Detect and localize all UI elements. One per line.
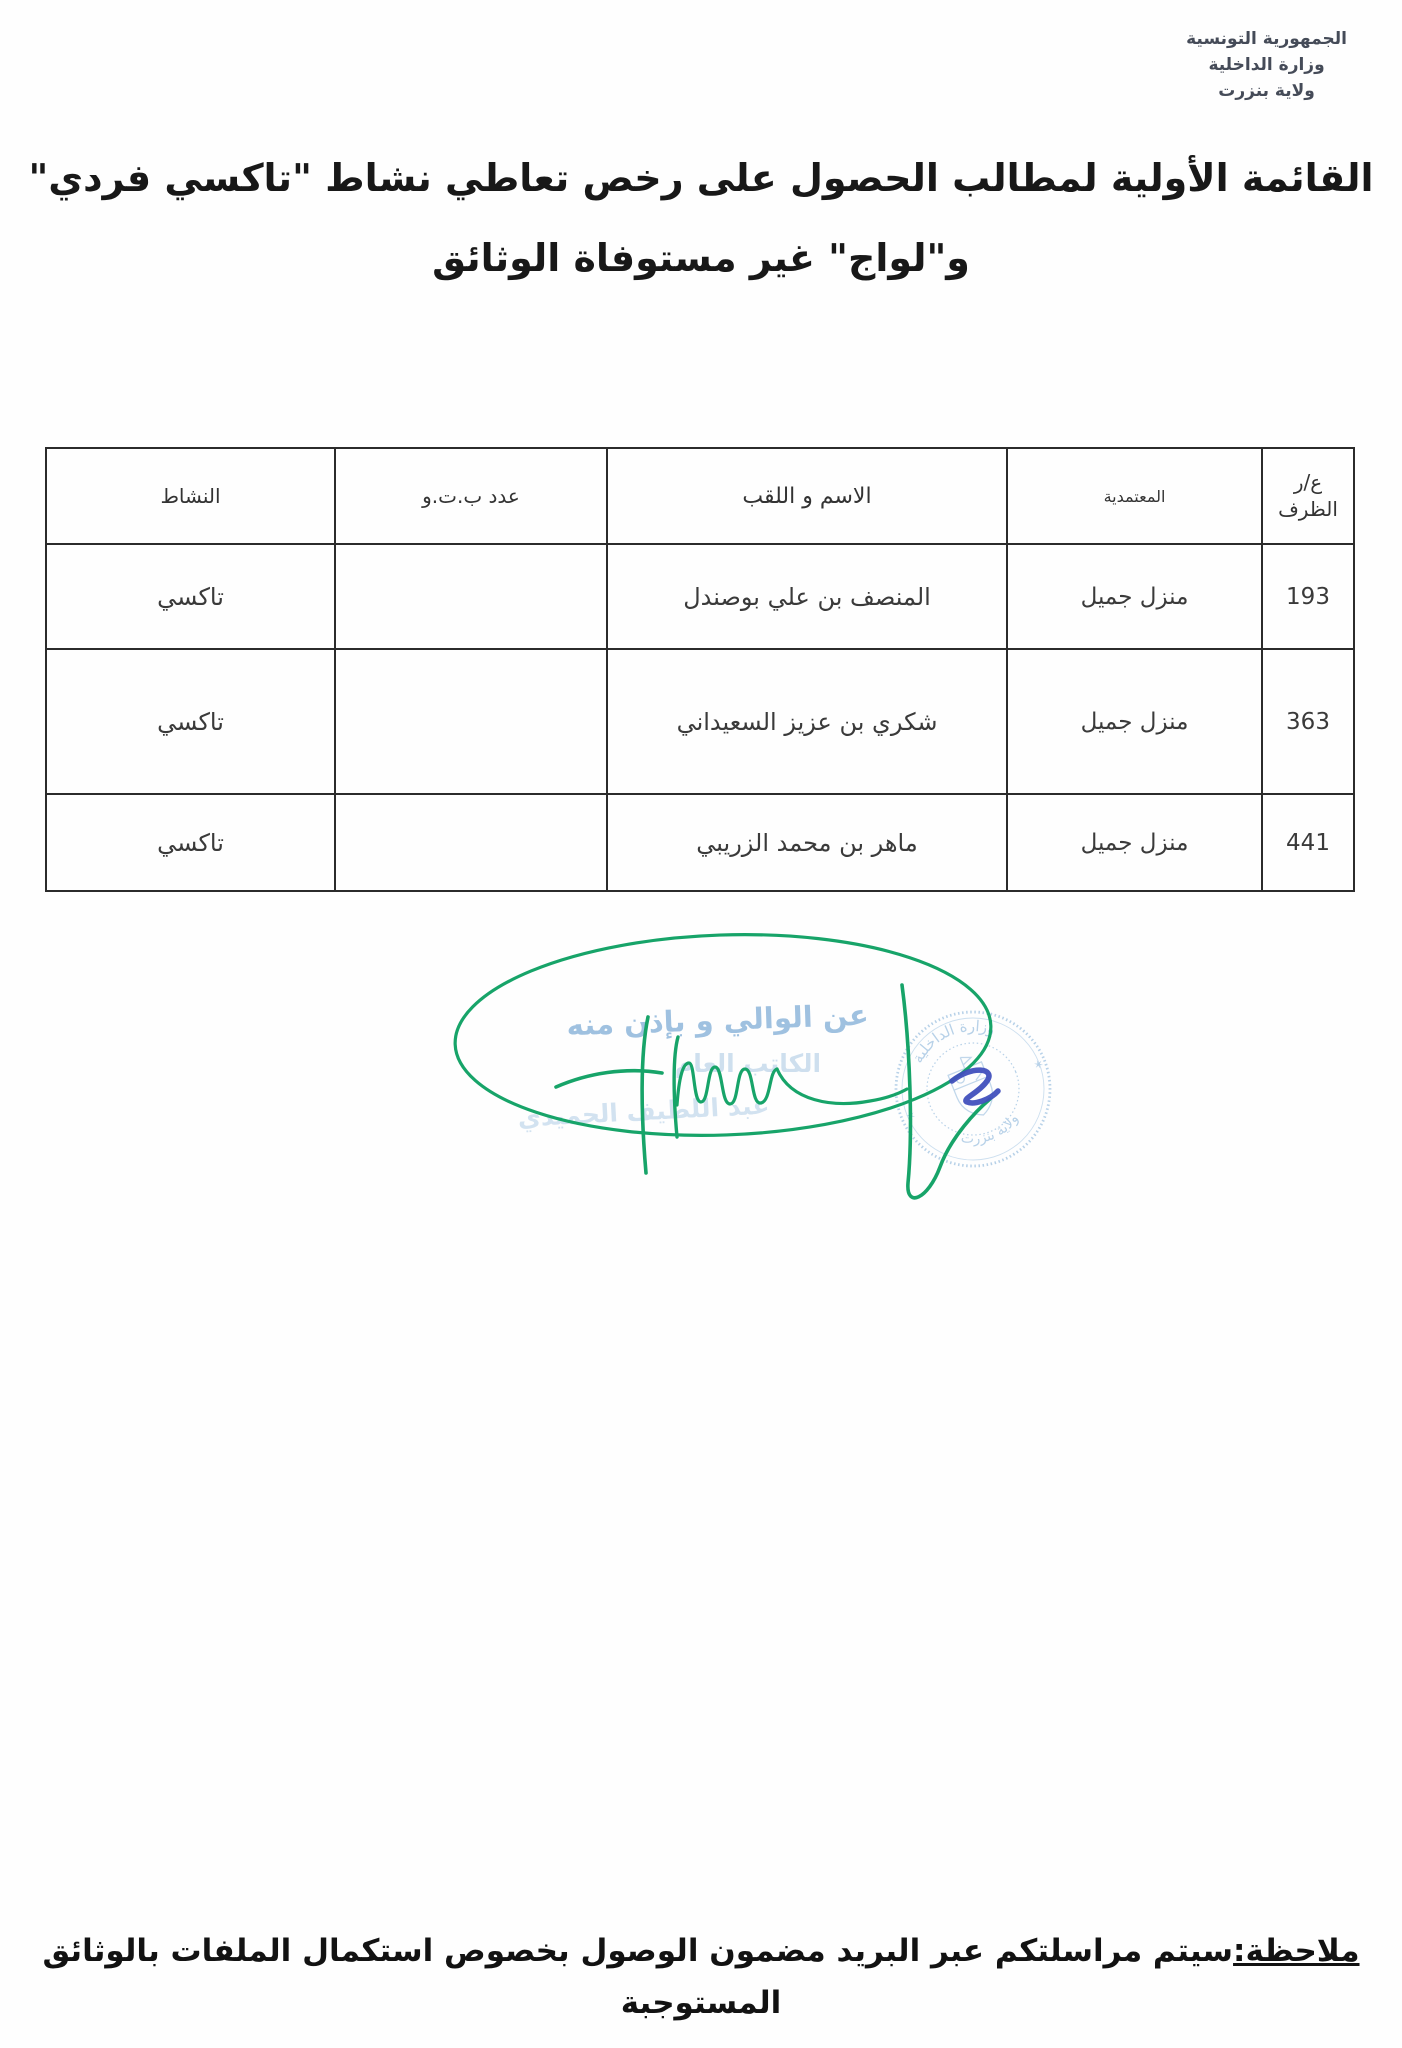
authorization-stamp-text — [517, 998, 869, 1134]
footer-note — [0, 1925, 1402, 2029]
cell-activity: تاكسي — [46, 544, 335, 649]
col-header-envelope-number: ع/ر الظرف — [1262, 448, 1354, 544]
seal-top-arc-text: وزارة الداخلية — [908, 1016, 998, 1067]
cell-id-number — [335, 794, 607, 891]
page-title — [0, 138, 1402, 298]
footer-note-line2: المستوجبة — [620, 1985, 782, 2021]
cell-envelope-number: 363 — [1262, 649, 1354, 794]
footer-note-text: سيتم مراسلتكم عبر البريد مضمون الوصول بخصوص استكمال الملفات بالوثائق — [42, 1933, 1234, 1969]
letterhead-ministry: وزارة الداخلية — [1208, 55, 1325, 75]
cell-envelope-number: 441 — [1262, 794, 1354, 891]
page-title-line2: و"لواج" غير مستوفاة الوثائق — [432, 236, 970, 280]
table-row — [46, 649, 1354, 794]
svg-text:ولاية بنزرت — [955, 1108, 1026, 1155]
col-header-delegation: المعتمدية — [1007, 448, 1262, 544]
seal-bottom-arc-text: ولاية بنزرت — [960, 1111, 1022, 1148]
footer-note-label: ملاحظة: — [1233, 1933, 1360, 1969]
signature-block — [430, 905, 1110, 1235]
col-header-id-number: عدد ب.ت.و — [335, 448, 607, 544]
letterhead-country: الجمهورية التونسية — [1186, 29, 1347, 49]
seal-star-right-icon: ✶ — [1031, 1056, 1046, 1073]
letterhead — [1186, 26, 1347, 104]
table-header-row — [46, 448, 1354, 544]
col-header-full-name: الاسم و اللقب — [607, 448, 1007, 544]
seal-coat-of-arms-icon — [944, 1051, 1001, 1122]
cell-activity: تاكسي — [46, 649, 335, 794]
page-title-line1: القائمة الأولية لمطالب الحصول على رخص تعاطي نشاط "تاكسي فردي" — [28, 156, 1374, 200]
cell-delegation: منزل جميل — [1007, 544, 1262, 649]
cell-envelope-number: 193 — [1262, 544, 1354, 649]
col-header-activity: النشاط — [46, 448, 335, 544]
cell-full-name: المنصف بن علي بوصندل — [607, 544, 1007, 649]
cell-full-name: شكري بن عزيز السعيداني — [607, 649, 1007, 794]
seal-star-left-icon: ✶ — [903, 1107, 919, 1125]
stamp-line-authorization: عن الوالي و بإذن منه — [566, 997, 870, 1043]
cell-delegation: منزل جميل — [1007, 649, 1262, 794]
table-row — [46, 794, 1354, 891]
footer-note-line1 — [0, 1925, 1402, 1977]
cell-id-number — [335, 544, 607, 649]
cell-full-name: ماهر بن محمد الزريبي — [607, 794, 1007, 891]
stamp-line-office: الكاتب العام — [674, 1049, 822, 1078]
cell-activity: تاكسي — [46, 794, 335, 891]
official-round-seal — [873, 989, 1073, 1189]
applications-table — [45, 447, 1355, 892]
cell-delegation: منزل جميل — [1007, 794, 1262, 891]
table-row — [46, 544, 1354, 649]
stamp-line-signatory-name: عبد اللطيف الحميدي — [517, 1090, 771, 1133]
cell-id-number — [335, 649, 607, 794]
letterhead-governorate: ولاية بنزرت — [1218, 81, 1315, 101]
